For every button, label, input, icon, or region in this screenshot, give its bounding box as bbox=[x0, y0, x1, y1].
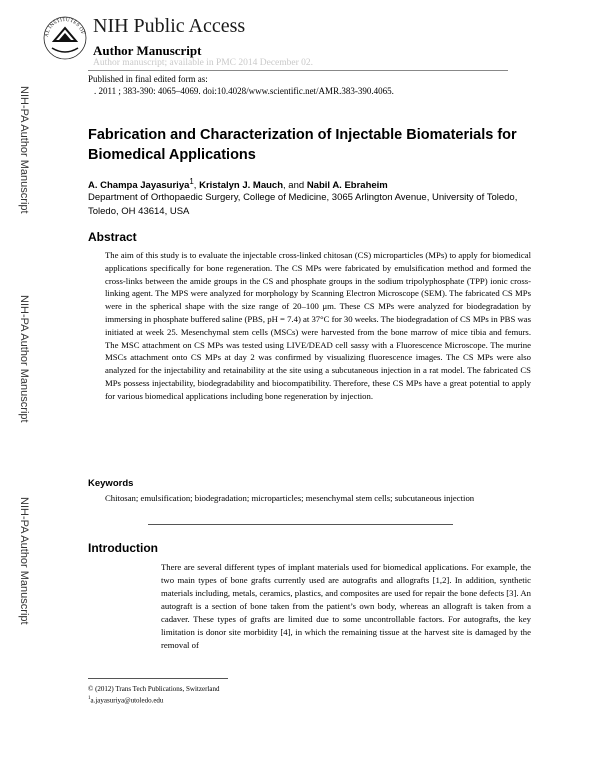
published-label: Published in final edited form as: bbox=[88, 74, 208, 84]
nih-public-access-title: NIH Public Access bbox=[93, 15, 246, 37]
email-mark: 1 bbox=[88, 696, 91, 701]
copyright-note: © (2012) Trans Tech Publications, Switzerland bbox=[88, 685, 220, 693]
email-note bbox=[88, 694, 219, 705]
sidebar-label-middle: NIH-PA Author Manuscript bbox=[18, 295, 30, 423]
abstract-text: The aim of this study is to evaluate the injectable cross-linked chitosan (CS) microparticles (MPs) to apply for biomedical applications specifically for bone regeneration. The CS MPs were fabricated by emulsification method and formed the cross-links between the amide groups in the CS and phosphate groups in the sodium tripolyphosphate (TPP) ionic cross-linking agent. The MPS were analyzed for morphology by Scanning Electron Microscope (SEM). The fabricated CS MPs were in the spherical shape with the size range of 20–100 μm. These CS MPs were analyzed for biodegradation by immersing in phosphate buffered saline (PBS, pH = 7.4) at 37°C for 30 weeks. The biodegradation of CS MPs in PBS was initiated at week 25. Mesenchymal stem cells (MSCs) were harvested from the bone marrow of mice tibia and femurs. The MSC attachment on CS MPs was tested using LIVE/DEAD cell sassy with a Fluorescence Microscope. The murine MSCs attachment onto CS MPs at day 2 was confirmed by visualizing fluorescence images. The CS MPs were also analyzed for the injectability and retainability at the site using a subcutaneous injection in a rat model. The fabricated CS MPs possess injectability, biodegradability and biocompatibility. Therefore, these CS MPs have a great potential to apply for various biomedical applications including bone regeneration by injection. bbox=[105, 250, 531, 401]
affiliation: Department of Orthopaedic Surgery, College of Medicine, 3065 Arlington Avenue, University of Toledo, Toledo, OH 43614, USA bbox=[88, 192, 518, 217]
author-name: A. Champa Jayasuriya bbox=[88, 180, 190, 192]
abstract-heading: Abstract bbox=[88, 230, 137, 244]
keywords-text: Chitosan; emulsification; biodegradation; microparticles; mesenchymal stem cells; subcutaneous injection bbox=[105, 493, 475, 503]
introduction-heading: Introduction bbox=[88, 541, 158, 555]
author-name: Nabil A. Ebraheim bbox=[306, 180, 388, 192]
keywords-divider bbox=[148, 524, 453, 525]
svg-text:NATIONAL INSTITUTES OF HEALTH bbox=[42, 8, 86, 37]
author-name: Kristalyn J. Mauch bbox=[199, 180, 284, 192]
sidebar-label-bottom: NIH-PA Author Manuscript bbox=[18, 497, 30, 625]
article-title: Fabrication and Characterization of Injectable Biomaterials for Biomedical Applications bbox=[88, 127, 517, 163]
author-separator: , and bbox=[283, 180, 307, 192]
author-email[interactable]: a.jayasuriya@utoledo.edu bbox=[90, 696, 164, 705]
introduction-text: There are several different types of implant materials used for biomedical applications. For example, the two main types of bone grafts currently used are autografts and allografts [1,2]. In addition, synthetic materials including, metals, ceramics, plastics, and composites are used for repair the bone defects [3]. An autograft is a section of bone taken from the patient’s own body, whereas an allograft is taken from a cadaver. These types of grafts are limited due to some uncontrollable factors. For autografts, the key limitation is donor site morbidity [4], in which the remaining tissue at the harvest site is damaged by the removal of bbox=[161, 562, 531, 650]
author-mark: 1 bbox=[189, 177, 194, 186]
keywords-heading: Keywords bbox=[88, 478, 134, 489]
nih-seal-icon bbox=[42, 8, 88, 66]
nih-logo bbox=[42, 8, 88, 66]
author-manuscript-label: Author Manuscript bbox=[93, 43, 202, 58]
publication-info bbox=[88, 73, 394, 97]
author-list bbox=[88, 177, 388, 191]
sidebar-label-top: NIH-PA Author Manuscript bbox=[18, 86, 30, 214]
footnotes bbox=[88, 684, 219, 705]
citation: . 2011 ; 383-390: 4065–4069. doi:10.4028/www.scientific.net/AMR.383-390.4065. bbox=[94, 86, 394, 96]
header-divider bbox=[88, 70, 508, 71]
author-separator: , bbox=[193, 180, 200, 192]
logo-text: AL INSTITUTES OF bbox=[43, 16, 86, 38]
footnote-divider bbox=[88, 678, 228, 679]
availability-note: Author manuscript; available in PMC 2014 December 02. bbox=[93, 58, 314, 68]
